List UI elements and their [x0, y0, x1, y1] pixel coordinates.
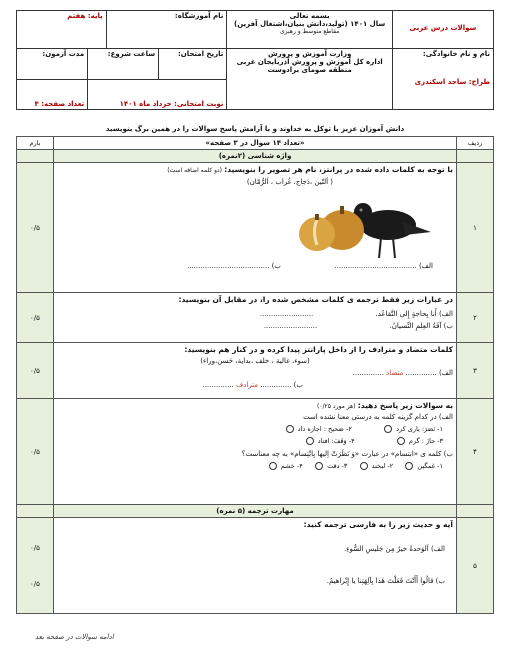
- q1-number: ۱: [457, 163, 494, 293]
- exam-type: نوبت امتحانی: خرداد ماه ۱۴۰۱: [119, 100, 224, 108]
- q4-a-option-1-label: ۱- نَصَرَ: یاری کرد: [396, 425, 443, 433]
- question-row-5: [17, 518, 494, 614]
- q5-score-1: ۰/۵: [30, 543, 40, 552]
- q1-body: [54, 163, 457, 293]
- question-row-2: [17, 293, 494, 343]
- grade-cell: [17, 11, 107, 49]
- q3-score: ۰/۵: [17, 343, 54, 399]
- start-time-label: ساعت شروع:: [107, 50, 156, 58]
- section1-spacer-right: [457, 150, 494, 163]
- q3-a: [57, 369, 453, 377]
- exam-date-label: تاریخ امتحان:: [177, 50, 224, 58]
- q4-a-option-1[interactable]: [384, 425, 443, 433]
- q4-a-options-row2: [57, 437, 443, 445]
- bismillah: بسمه تعالی: [289, 12, 330, 20]
- school-name-label: نام آموزشگاه:: [174, 12, 224, 20]
- radio-icon[interactable]: [315, 462, 323, 470]
- section2-spacer-left: [17, 505, 54, 518]
- exam-info-cell: [17, 49, 227, 110]
- radio-icon[interactable]: [405, 462, 413, 470]
- q1-ans-a-label: الف): [418, 262, 433, 270]
- pages-count: تعداد صفحه: ۴: [34, 100, 85, 108]
- radio-icon[interactable]: [397, 437, 405, 445]
- question-row-1: [17, 163, 494, 293]
- q2-b-dots[interactable]: ........................: [263, 322, 318, 330]
- continue-note: ادامه سوالات در صفحه بعد: [35, 633, 114, 641]
- pages-cell: [17, 79, 88, 109]
- count-line: «تعداد ۱۴ سوال در ۳ صفحه»: [54, 137, 457, 150]
- radio-icon[interactable]: [306, 437, 314, 445]
- q2-prompt: در عبارات زیر فقط ترجمه ی کلمات مشخص شده را، در مقابل آن بنویسید:: [178, 295, 453, 304]
- q2-score: ۰/۵: [17, 293, 54, 343]
- q3-b-label: ب): [293, 381, 303, 389]
- q4-number: ۴: [457, 399, 494, 505]
- year-line: سال ۱۴۰۱ (تولید،دانش بنیان،اشتغال آفرین): [234, 20, 386, 28]
- exam-header: [16, 10, 494, 110]
- q5-number: ۵: [457, 518, 494, 614]
- q4-a-options-row1: [57, 425, 443, 433]
- q4-b-option-1-label: ۱- غمگین: [417, 462, 443, 470]
- student-name-label: نام و نام خانوادگی:: [422, 50, 490, 58]
- school-cell: [106, 11, 227, 49]
- q1-prompt-note: (دو کلمه اضافه است): [167, 167, 223, 174]
- q1-answer-a: [334, 262, 433, 270]
- q3-b-dots1[interactable]: ..............: [260, 381, 292, 389]
- exam-type-cell: [88, 79, 227, 109]
- q4-prompt-note: (هر مورد ۰/۲۵): [316, 403, 356, 410]
- questions-table: [16, 136, 494, 614]
- ministry: وزارت آموزش و پرورش: [268, 50, 352, 58]
- question-row-4: [17, 399, 494, 505]
- org-line: اداره کل آموزش و پرورش آذربایجان غربی: [236, 58, 383, 66]
- q4-a-option-2-label: ۲- صَحیح : اجازه داد: [297, 425, 352, 433]
- q2-a-dots[interactable]: ........................: [259, 310, 314, 318]
- q3-tag-synonym: مترادف: [236, 381, 259, 389]
- subject-label: سوالات درس عربی: [409, 24, 477, 32]
- ministry-cell: [227, 49, 393, 110]
- q4-a-option-4[interactable]: [306, 437, 355, 445]
- col-score-header: بارم: [17, 137, 54, 150]
- q2-a-text: الف) أَنا بِحاجةٍ إِلی التَّقاعُد.: [375, 310, 453, 318]
- q4-b-option-4[interactable]: [269, 462, 303, 470]
- q1-ans-a-line[interactable]: .....................................: [334, 262, 417, 270]
- q3-a-label: الف): [438, 369, 453, 377]
- q2-b-text: ب) آفَةُ العِلمِ النِّسیانُ.: [389, 322, 453, 330]
- q3-a-dots2[interactable]: ..............: [352, 369, 384, 377]
- q2-b: [57, 322, 453, 330]
- q1-answer-b: [187, 262, 281, 270]
- section1-title: واژه شناسی (۲نمره): [54, 150, 457, 163]
- exam-info-inner: [17, 49, 226, 109]
- q5-score-2: ۰/۵: [30, 579, 40, 588]
- q4-b-option-4-label: ۴- خشم: [280, 462, 303, 470]
- q1-prompt: با توجه به کلمات داده شده در پرانتز، نام هر تصویر را بنویسید:: [224, 165, 453, 174]
- q5-scores: [17, 518, 54, 614]
- student-cell: [392, 49, 493, 110]
- q4-b-option-2[interactable]: [360, 462, 394, 470]
- instructions-note: دانش آموزان عزیز با توکل به خداوند و با آرامش پاسخ سوالات را در همین برگ بنویسید: [105, 125, 405, 133]
- q4-prompt: به سوالات زیر پاسخ دهید:: [357, 401, 453, 410]
- title-cell: [227, 11, 393, 49]
- q3-number: ۳: [457, 343, 494, 399]
- district-line: منطقه صومای برادوست: [267, 66, 352, 74]
- q4-a-option-3-label: ۳- حازَ : گرم: [408, 437, 443, 445]
- section2-spacer-right: [457, 505, 494, 518]
- q3-a-dots1[interactable]: ..............: [405, 369, 437, 377]
- radio-icon[interactable]: [269, 462, 277, 470]
- exam-date-cell: [159, 49, 227, 79]
- grade-label: پایه: هفتم: [67, 12, 103, 20]
- q5-body: [54, 518, 457, 614]
- duration-label: مدت آزمون:: [42, 50, 85, 58]
- q5-b: ب) قالُوا أَأَنْتَ فَعَلْتَ هٰذا بِآلِهَتِنا یا إِبْراهیمُ.: [326, 577, 445, 585]
- designer-label: طراح: ساجد اسکندری: [414, 78, 490, 86]
- q5-a: الف) اَلوَحدةُ خیرٌ مِن جَلیسِ السُّوءِ.: [343, 545, 445, 553]
- radio-icon[interactable]: [286, 425, 294, 433]
- subject-cell: [392, 11, 493, 49]
- q3-words: (سوء، غالیة ، خلف ،بدایة، حَسن،وراء): [200, 357, 310, 365]
- q2-number: ۲: [457, 293, 494, 343]
- period-line: مقاطع متوسط و رهبری: [279, 28, 340, 35]
- q4-b-option-3[interactable]: [315, 462, 347, 470]
- q4-b-option-1[interactable]: [405, 462, 443, 470]
- q1-ans-b-line[interactable]: .....................................: [187, 262, 270, 270]
- question-row-3: [17, 343, 494, 399]
- q4-a-option-3[interactable]: [397, 437, 443, 445]
- radio-icon[interactable]: [384, 425, 392, 433]
- q4-a-option-4-label: ۴- وَقَفَ: افتاد: [317, 437, 355, 445]
- fig-image: [292, 200, 372, 255]
- q4-body: [54, 399, 457, 505]
- radio-icon[interactable]: [360, 462, 368, 470]
- q4-a-option-2[interactable]: [286, 425, 352, 433]
- q4-a-prompt: الف) در کدام گزینه کلمه به درستی معنا نشده است: [303, 413, 453, 421]
- q3-body: [54, 343, 457, 399]
- start-time-cell: [88, 49, 159, 79]
- q1-ans-b-label: ب): [271, 262, 281, 270]
- q4-b-prompt: ب) کلمه ی «ابتسام» در عبارت «وَ نَظَرَتْ اِلیها بِابْتِسام» به چه معناست؟: [241, 450, 453, 458]
- q4-b-option-3-label: ۳- دقت: [327, 462, 348, 470]
- q4-b-option-2-label: ۲- لبخند: [371, 462, 394, 470]
- q3-b: [57, 381, 453, 389]
- q3-b-dots2[interactable]: ..............: [202, 381, 234, 389]
- q4-score: ۰/۵: [17, 399, 54, 505]
- section1-spacer-left: [17, 150, 54, 163]
- q1-images: [57, 190, 453, 270]
- q1-words: ( اَلتّین ،دَجاج، غُراب ، اَلرُّمّان): [246, 178, 333, 186]
- q1-score: ۰/۵: [17, 163, 54, 293]
- q3-prompt: کلمات متضاد و مترادف را از داخل پارانتز پیدا کرده و در کنار هم بنویسید:: [184, 345, 453, 354]
- q5-prompt: آیه و حدیث زیر را به فارسی ترجمه کنید:: [303, 520, 453, 529]
- section2-title: مهارت ترجمه (۵ نمره): [54, 505, 457, 518]
- q2-body: [54, 293, 457, 343]
- duration-cell: [17, 49, 88, 79]
- q2-a: [57, 310, 453, 318]
- col-row-header: ردیف: [457, 137, 494, 150]
- q3-tag-opposite: متضاد: [386, 369, 404, 377]
- q4-b-options: [57, 462, 443, 470]
